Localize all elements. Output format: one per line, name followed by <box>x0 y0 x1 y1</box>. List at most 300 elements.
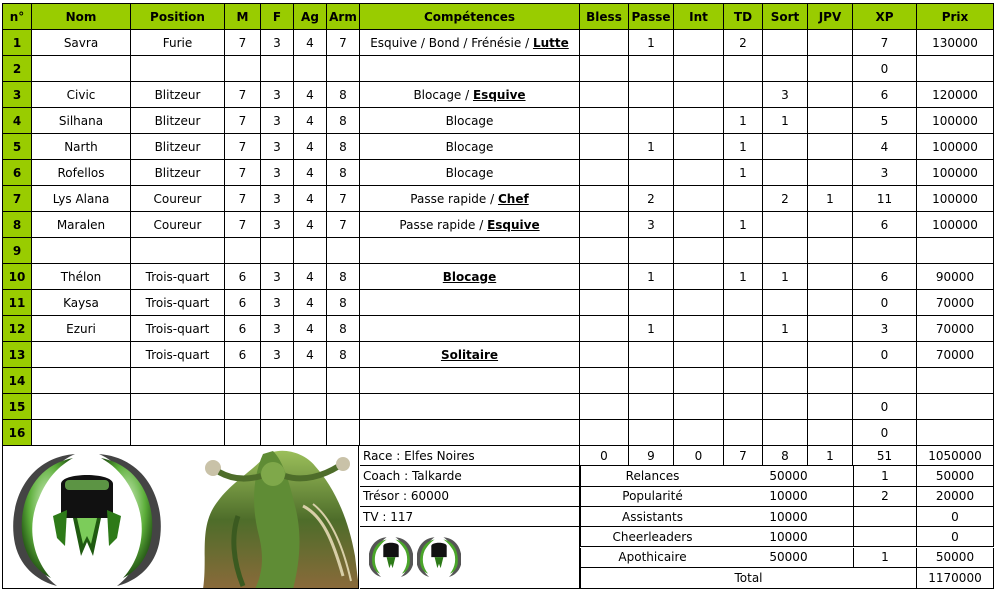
player-ag-cell: 4 <box>294 30 327 56</box>
player-jpv-cell <box>808 316 853 342</box>
player-bless-cell <box>580 394 629 420</box>
player-arm-cell: 7 <box>327 186 360 212</box>
player-m-cell <box>225 420 261 446</box>
player-int-cell <box>674 238 724 264</box>
player-arm-cell: 8 <box>327 108 360 134</box>
player-arm-cell: 7 <box>327 30 360 56</box>
player-prix-cell: 70000 <box>917 342 994 368</box>
player-jpv-cell <box>808 368 853 394</box>
new-skill-text: Lutte <box>532 35 569 50</box>
player-xp-cell: 0 <box>853 56 917 82</box>
player-td-cell <box>724 342 763 368</box>
player-arm-cell: 8 <box>327 264 360 290</box>
player-number: 7 <box>2 186 32 212</box>
player-arm-cell: 8 <box>327 82 360 108</box>
extra-label-cell: Cheerleaders <box>580 527 724 547</box>
player-xp-cell: 0 <box>853 342 917 368</box>
player-bless-cell <box>580 82 629 108</box>
column-header: Sort <box>763 3 808 30</box>
branding-graphics <box>3 446 359 589</box>
total-xp-cell: 51 <box>853 446 917 466</box>
player-number: 9 <box>2 238 32 264</box>
player-td-cell <box>724 82 763 108</box>
column-header: Ag <box>294 3 327 30</box>
player-m-cell: 7 <box>225 160 261 186</box>
player-ag-cell: 4 <box>294 212 327 238</box>
player-arm-cell <box>327 238 360 264</box>
player-number: 15 <box>2 394 32 420</box>
player-passe-cell <box>629 394 674 420</box>
player-jpv-cell <box>808 160 853 186</box>
player-xp-cell <box>853 368 917 394</box>
player-number: 12 <box>2 316 32 342</box>
player-jpv-cell <box>808 420 853 446</box>
player-prix-cell <box>917 394 994 420</box>
player-passe-cell <box>629 56 674 82</box>
player-xp-cell: 0 <box>853 290 917 316</box>
player-position-cell: Coureur <box>131 186 225 212</box>
player-nom-cell: Savra <box>32 30 131 56</box>
player-bless-cell <box>580 56 629 82</box>
player-passe-cell: 3 <box>629 212 674 238</box>
player-skills-cell <box>360 160 580 186</box>
player-jpv-cell <box>808 290 853 316</box>
player-bless-cell <box>580 342 629 368</box>
player-f-cell <box>261 238 294 264</box>
player-bless-cell <box>580 186 629 212</box>
player-td-cell: 1 <box>724 108 763 134</box>
player-passe-cell <box>629 82 674 108</box>
player-f-cell: 3 <box>261 264 294 290</box>
total-bless-cell: 0 <box>580 446 629 466</box>
player-position-cell: Blitzeur <box>131 160 225 186</box>
grand-total-label: Total <box>580 568 917 589</box>
player-bless-cell <box>580 264 629 290</box>
player-td-cell <box>724 420 763 446</box>
dryad-illustration <box>195 446 359 589</box>
player-position-cell <box>131 420 225 446</box>
player-prix-cell: 90000 <box>917 264 994 290</box>
player-ag-cell: 4 <box>294 82 327 108</box>
player-td-cell: 2 <box>724 30 763 56</box>
skills-text: Blocage <box>445 139 494 154</box>
player-xp-cell: 3 <box>853 160 917 186</box>
player-arm-cell: 8 <box>327 134 360 160</box>
player-jpv-cell <box>808 342 853 368</box>
player-m-cell: 7 <box>225 108 261 134</box>
player-number: 8 <box>2 212 32 238</box>
player-prix-cell: 100000 <box>917 134 994 160</box>
extra-qty-cell: 1 <box>853 548 917 568</box>
player-ag-cell <box>294 56 327 82</box>
player-nom-cell: Kaysa <box>32 290 131 316</box>
column-header: Prix <box>917 3 994 30</box>
extra-label-cell: Popularité <box>580 487 724 507</box>
player-prix-cell: 100000 <box>917 160 994 186</box>
player-prix-cell: 100000 <box>917 212 994 238</box>
team-coach: Coach : Talkarde <box>360 466 580 486</box>
player-prix-cell: 130000 <box>917 30 994 56</box>
player-bless-cell <box>580 30 629 56</box>
player-passe-cell <box>629 290 674 316</box>
player-f-cell <box>261 394 294 420</box>
extra-total-cell: 0 <box>917 507 994 527</box>
player-sort-cell <box>763 368 808 394</box>
player-arm-cell <box>327 368 360 394</box>
player-nom-cell <box>32 420 131 446</box>
player-jpv-cell <box>808 108 853 134</box>
player-skills-cell <box>360 316 580 342</box>
grand-total-value: 1170000 <box>917 568 994 589</box>
player-bless-cell <box>580 212 629 238</box>
skills-text: Blocage / <box>413 87 473 102</box>
player-sort-cell: 3 <box>763 82 808 108</box>
player-int-cell <box>674 368 724 394</box>
new-skill-text: Esquive <box>472 87 526 102</box>
player-position-cell: Blitzeur <box>131 108 225 134</box>
player-sort-cell <box>763 56 808 82</box>
player-xp-cell: 11 <box>853 186 917 212</box>
player-td-cell <box>724 290 763 316</box>
player-jpv-cell <box>808 56 853 82</box>
player-xp-cell: 3 <box>853 316 917 342</box>
player-nom-cell <box>32 394 131 420</box>
player-xp-cell: 4 <box>853 134 917 160</box>
player-sort-cell <box>763 160 808 186</box>
player-jpv-cell <box>808 82 853 108</box>
player-int-cell <box>674 342 724 368</box>
dark-elf-emblem-icon <box>369 534 413 581</box>
player-sort-cell <box>763 290 808 316</box>
player-ag-cell: 4 <box>294 290 327 316</box>
player-number: 14 <box>2 368 32 394</box>
extra-total-cell: 0 <box>917 527 994 547</box>
player-bless-cell <box>580 108 629 134</box>
player-arm-cell: 8 <box>327 342 360 368</box>
player-number: 16 <box>2 420 32 446</box>
column-header: Compétences <box>360 3 580 30</box>
player-prix-cell: 100000 <box>917 108 994 134</box>
player-position-cell <box>131 238 225 264</box>
player-jpv-cell <box>808 134 853 160</box>
player-xp-cell: 5 <box>853 108 917 134</box>
player-nom-cell <box>32 342 131 368</box>
player-int-cell <box>674 394 724 420</box>
extra-label-cell: Relances <box>580 466 724 486</box>
player-number: 11 <box>2 290 32 316</box>
player-f-cell: 3 <box>261 342 294 368</box>
player-jpv-cell <box>808 394 853 420</box>
total-sort-cell: 8 <box>763 446 808 466</box>
skills-text: Passe rapide / <box>399 217 488 232</box>
player-number: 3 <box>2 82 32 108</box>
player-sort-cell <box>763 394 808 420</box>
extra-qty-cell: 1 <box>853 466 917 486</box>
player-arm-cell <box>327 56 360 82</box>
player-number: 13 <box>2 342 32 368</box>
player-int-cell <box>674 30 724 56</box>
player-skills-cell <box>360 420 580 446</box>
column-header: F <box>261 3 294 30</box>
player-xp-cell: 6 <box>853 82 917 108</box>
player-int-cell <box>674 290 724 316</box>
skills-text: Esquive / Bond / Frénésie / <box>370 35 533 50</box>
player-number: 4 <box>2 108 32 134</box>
column-header: Arm <box>327 3 360 30</box>
player-nom-cell: Lys Alana <box>32 186 131 212</box>
extra-qty-cell <box>853 507 917 527</box>
player-jpv-cell <box>808 264 853 290</box>
skills-text: Passe rapide / <box>410 191 498 206</box>
player-passe-cell: 1 <box>629 316 674 342</box>
player-prix-cell <box>917 368 994 394</box>
player-int-cell <box>674 134 724 160</box>
player-prix-cell <box>917 238 994 264</box>
player-arm-cell: 8 <box>327 290 360 316</box>
player-position-cell <box>131 394 225 420</box>
player-m-cell: 7 <box>225 82 261 108</box>
player-number: 6 <box>2 160 32 186</box>
team-race: Race : Elfes Noires <box>360 446 580 466</box>
extra-label-cell: Assistants <box>580 507 724 527</box>
player-int-cell <box>674 420 724 446</box>
player-skills-cell <box>360 342 580 368</box>
player-int-cell <box>674 108 724 134</box>
player-int-cell <box>674 56 724 82</box>
column-header: n° <box>2 3 32 30</box>
player-f-cell: 3 <box>261 316 294 342</box>
player-m-cell <box>225 238 261 264</box>
player-int-cell <box>674 316 724 342</box>
player-nom-cell: Rofellos <box>32 160 131 186</box>
player-int-cell <box>674 186 724 212</box>
team-branding-area <box>2 446 359 589</box>
extra-total-cell: 20000 <box>917 487 994 507</box>
total-int-cell: 0 <box>674 446 724 466</box>
player-xp-cell: 0 <box>853 394 917 420</box>
player-ag-cell: 4 <box>294 108 327 134</box>
player-position-cell: Trois-quart <box>131 316 225 342</box>
player-f-cell: 3 <box>261 290 294 316</box>
player-jpv-cell: 1 <box>808 186 853 212</box>
player-nom-cell: Silhana <box>32 108 131 134</box>
player-ag-cell: 4 <box>294 134 327 160</box>
player-skills-cell <box>360 238 580 264</box>
team-roster-sheet <box>2 3 994 589</box>
player-f-cell: 3 <box>261 186 294 212</box>
player-nom-cell: Thélon <box>32 264 131 290</box>
player-skills-cell <box>360 394 580 420</box>
small-logos-cell <box>360 527 580 589</box>
player-xp-cell: 0 <box>853 420 917 446</box>
player-passe-cell <box>629 108 674 134</box>
player-sort-cell <box>763 134 808 160</box>
player-passe-cell <box>629 238 674 264</box>
player-td-cell: 1 <box>724 264 763 290</box>
player-nom-cell <box>32 238 131 264</box>
extra-label-cell: Apothicaire <box>580 548 724 568</box>
player-position-cell <box>131 56 225 82</box>
total-passe-cell: 9 <box>629 446 674 466</box>
player-sort-cell <box>763 342 808 368</box>
player-td-cell: 1 <box>724 212 763 238</box>
player-prix-cell <box>917 56 994 82</box>
team-tresor: Trésor : 60000 <box>360 487 580 507</box>
player-m-cell: 7 <box>225 134 261 160</box>
player-int-cell <box>674 160 724 186</box>
player-int-cell <box>674 212 724 238</box>
player-sort-cell: 1 <box>763 316 808 342</box>
player-ag-cell: 4 <box>294 264 327 290</box>
player-bless-cell <box>580 134 629 160</box>
extra-cost-cell: 10000 <box>724 487 853 507</box>
player-position-cell: Coureur <box>131 212 225 238</box>
column-header: Int <box>674 3 724 30</box>
player-arm-cell: 7 <box>327 212 360 238</box>
player-arm-cell <box>327 420 360 446</box>
player-jpv-cell <box>808 212 853 238</box>
player-prix-cell: 70000 <box>917 290 994 316</box>
player-f-cell: 3 <box>261 212 294 238</box>
player-bless-cell <box>580 238 629 264</box>
skills-text: Blocage <box>445 165 494 180</box>
column-header: Nom <box>32 3 131 30</box>
player-xp-cell: 6 <box>853 264 917 290</box>
player-position-cell: Blitzeur <box>131 134 225 160</box>
player-f-cell <box>261 368 294 394</box>
player-skills-cell <box>360 290 580 316</box>
player-position-cell: Trois-quart <box>131 290 225 316</box>
player-bless-cell <box>580 316 629 342</box>
player-skills-cell <box>360 186 580 212</box>
player-sort-cell <box>763 420 808 446</box>
player-f-cell <box>261 420 294 446</box>
player-m-cell: 6 <box>225 342 261 368</box>
player-f-cell: 3 <box>261 134 294 160</box>
player-td-cell <box>724 316 763 342</box>
player-nom-cell: Maralen <box>32 212 131 238</box>
player-m-cell <box>225 394 261 420</box>
player-jpv-cell <box>808 30 853 56</box>
total-td-cell: 7 <box>724 446 763 466</box>
player-int-cell <box>674 264 724 290</box>
player-xp-cell: 6 <box>853 212 917 238</box>
dark-elf-emblem-icon <box>417 534 461 581</box>
player-f-cell: 3 <box>261 82 294 108</box>
column-header: Position <box>131 3 225 30</box>
player-passe-cell <box>629 420 674 446</box>
player-ag-cell: 4 <box>294 342 327 368</box>
column-header: Bless <box>580 3 629 30</box>
extra-cost-cell: 50000 <box>724 548 853 568</box>
player-passe-cell: 1 <box>629 264 674 290</box>
player-bless-cell <box>580 420 629 446</box>
player-ag-cell: 4 <box>294 186 327 212</box>
player-int-cell <box>674 82 724 108</box>
player-prix-cell: 100000 <box>917 186 994 212</box>
player-number: 5 <box>2 134 32 160</box>
player-sort-cell: 1 <box>763 108 808 134</box>
player-nom-cell <box>32 368 131 394</box>
player-skills-cell <box>360 82 580 108</box>
extra-qty-cell: 2 <box>853 487 917 507</box>
column-header: JPV <box>808 3 853 30</box>
extra-cost-cell: 10000 <box>724 527 853 547</box>
new-skill-text: Solitaire <box>440 347 499 362</box>
player-position-cell: Trois-quart <box>131 264 225 290</box>
player-bless-cell <box>580 290 629 316</box>
new-skill-text: Chef <box>497 191 529 206</box>
player-position-cell <box>131 368 225 394</box>
player-xp-cell <box>853 238 917 264</box>
player-td-cell <box>724 56 763 82</box>
player-ag-cell: 4 <box>294 316 327 342</box>
total-jpv-cell: 1 <box>808 446 853 466</box>
player-bless-cell <box>580 368 629 394</box>
player-f-cell <box>261 56 294 82</box>
player-prix-cell: 70000 <box>917 316 994 342</box>
player-sort-cell <box>763 30 808 56</box>
player-ag-cell <box>294 238 327 264</box>
player-sort-cell <box>763 238 808 264</box>
player-skills-cell <box>360 212 580 238</box>
extra-cost-cell: 50000 <box>724 466 853 486</box>
player-ag-cell <box>294 420 327 446</box>
player-td-cell <box>724 238 763 264</box>
player-nom-cell: Narth <box>32 134 131 160</box>
player-td-cell: 1 <box>724 160 763 186</box>
player-nom-cell <box>32 56 131 82</box>
player-skills-cell <box>360 56 580 82</box>
player-ag-cell <box>294 394 327 420</box>
player-td-cell: 1 <box>724 134 763 160</box>
player-arm-cell: 8 <box>327 316 360 342</box>
player-skills-cell <box>360 134 580 160</box>
player-arm-cell: 8 <box>327 160 360 186</box>
player-m-cell: 6 <box>225 290 261 316</box>
player-sort-cell: 1 <box>763 264 808 290</box>
player-f-cell: 3 <box>261 160 294 186</box>
player-arm-cell <box>327 394 360 420</box>
player-bless-cell <box>580 160 629 186</box>
skills-text: Blocage <box>445 113 494 128</box>
player-passe-cell <box>629 342 674 368</box>
player-passe-cell <box>629 160 674 186</box>
player-position-cell: Trois-quart <box>131 342 225 368</box>
column-header: TD <box>724 3 763 30</box>
player-m-cell: 6 <box>225 316 261 342</box>
player-passe-cell <box>629 368 674 394</box>
player-skills-cell <box>360 30 580 56</box>
column-header: M <box>225 3 261 30</box>
player-m-cell <box>225 368 261 394</box>
extra-cost-cell: 10000 <box>724 507 853 527</box>
player-nom-cell: Ezuri <box>32 316 131 342</box>
player-sort-cell <box>763 212 808 238</box>
player-jpv-cell <box>808 238 853 264</box>
player-skills-cell <box>360 264 580 290</box>
player-position-cell: Blitzeur <box>131 82 225 108</box>
player-m-cell: 6 <box>225 264 261 290</box>
player-passe-cell: 1 <box>629 134 674 160</box>
player-xp-cell: 7 <box>853 30 917 56</box>
new-skill-text: Esquive <box>487 217 540 232</box>
extra-qty-cell <box>853 527 917 547</box>
player-position-cell: Furie <box>131 30 225 56</box>
new-skill-text: Blocage <box>442 269 497 284</box>
player-td-cell <box>724 394 763 420</box>
player-ag-cell: 4 <box>294 160 327 186</box>
